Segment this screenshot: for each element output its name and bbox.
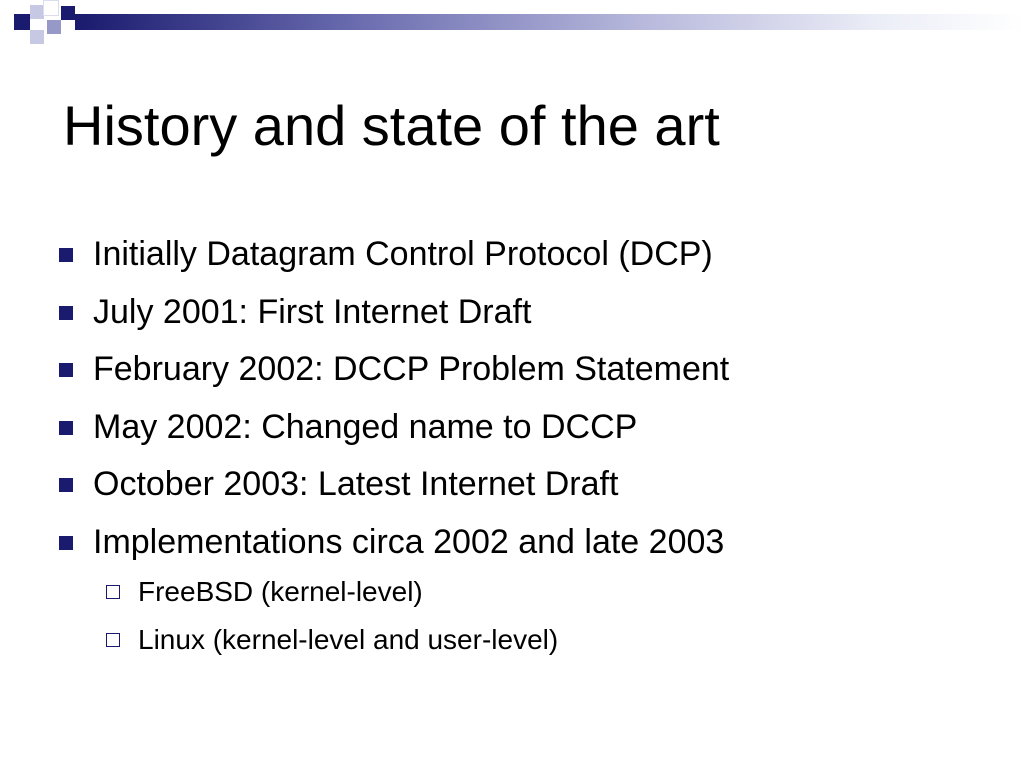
bullet-item — [56, 458, 996, 516]
filled-square-icon — [59, 248, 73, 262]
bullet-item — [56, 516, 996, 655]
bullet-item — [56, 401, 996, 459]
filled-square-icon — [59, 363, 73, 377]
sub-bullet-text: FreeBSD (kernel-level) — [138, 575, 423, 607]
filled-square-icon — [59, 306, 73, 320]
hollow-square-icon — [106, 633, 120, 647]
decorative-square — [47, 20, 61, 34]
sub-bullet-item — [106, 572, 558, 620]
decorative-square — [30, 30, 44, 44]
bullet-text: May 2002: Changed name to DCCP — [93, 407, 638, 446]
bullet-item — [56, 286, 996, 344]
decorative-square — [20, 45, 34, 59]
decorative-square — [14, 14, 30, 30]
bullet-list — [56, 228, 996, 655]
decorative-square — [61, 6, 75, 20]
sub-bullet-item — [106, 620, 558, 668]
hollow-square-icon — [106, 585, 120, 599]
filled-square-icon — [59, 478, 73, 492]
bullet-text: July 2001: First Internet Draft — [93, 292, 532, 331]
sub-bullet-list — [106, 572, 558, 668]
slide-title: History and state of the art — [63, 94, 720, 157]
bullet-text: February 2002: DCCP Problem Statement — [93, 350, 730, 389]
bullet-text: October 2003: Latest Internet Draft — [93, 465, 619, 504]
bullet-item — [56, 228, 996, 286]
decorative-square — [30, 5, 44, 19]
filled-square-icon — [59, 536, 73, 550]
header-gradient-bar — [75, 14, 1024, 30]
filled-square-icon — [59, 421, 73, 435]
sub-bullet-text: Linux (kernel-level and user-level) — [138, 623, 559, 655]
decorative-square — [43, 0, 59, 16]
bullet-item — [56, 343, 996, 401]
bullet-text: Initially Datagram Control Protocol (DCP) — [93, 235, 713, 273]
bullet-text: Implementations circa 2002 and late 2003 — [93, 522, 725, 561]
